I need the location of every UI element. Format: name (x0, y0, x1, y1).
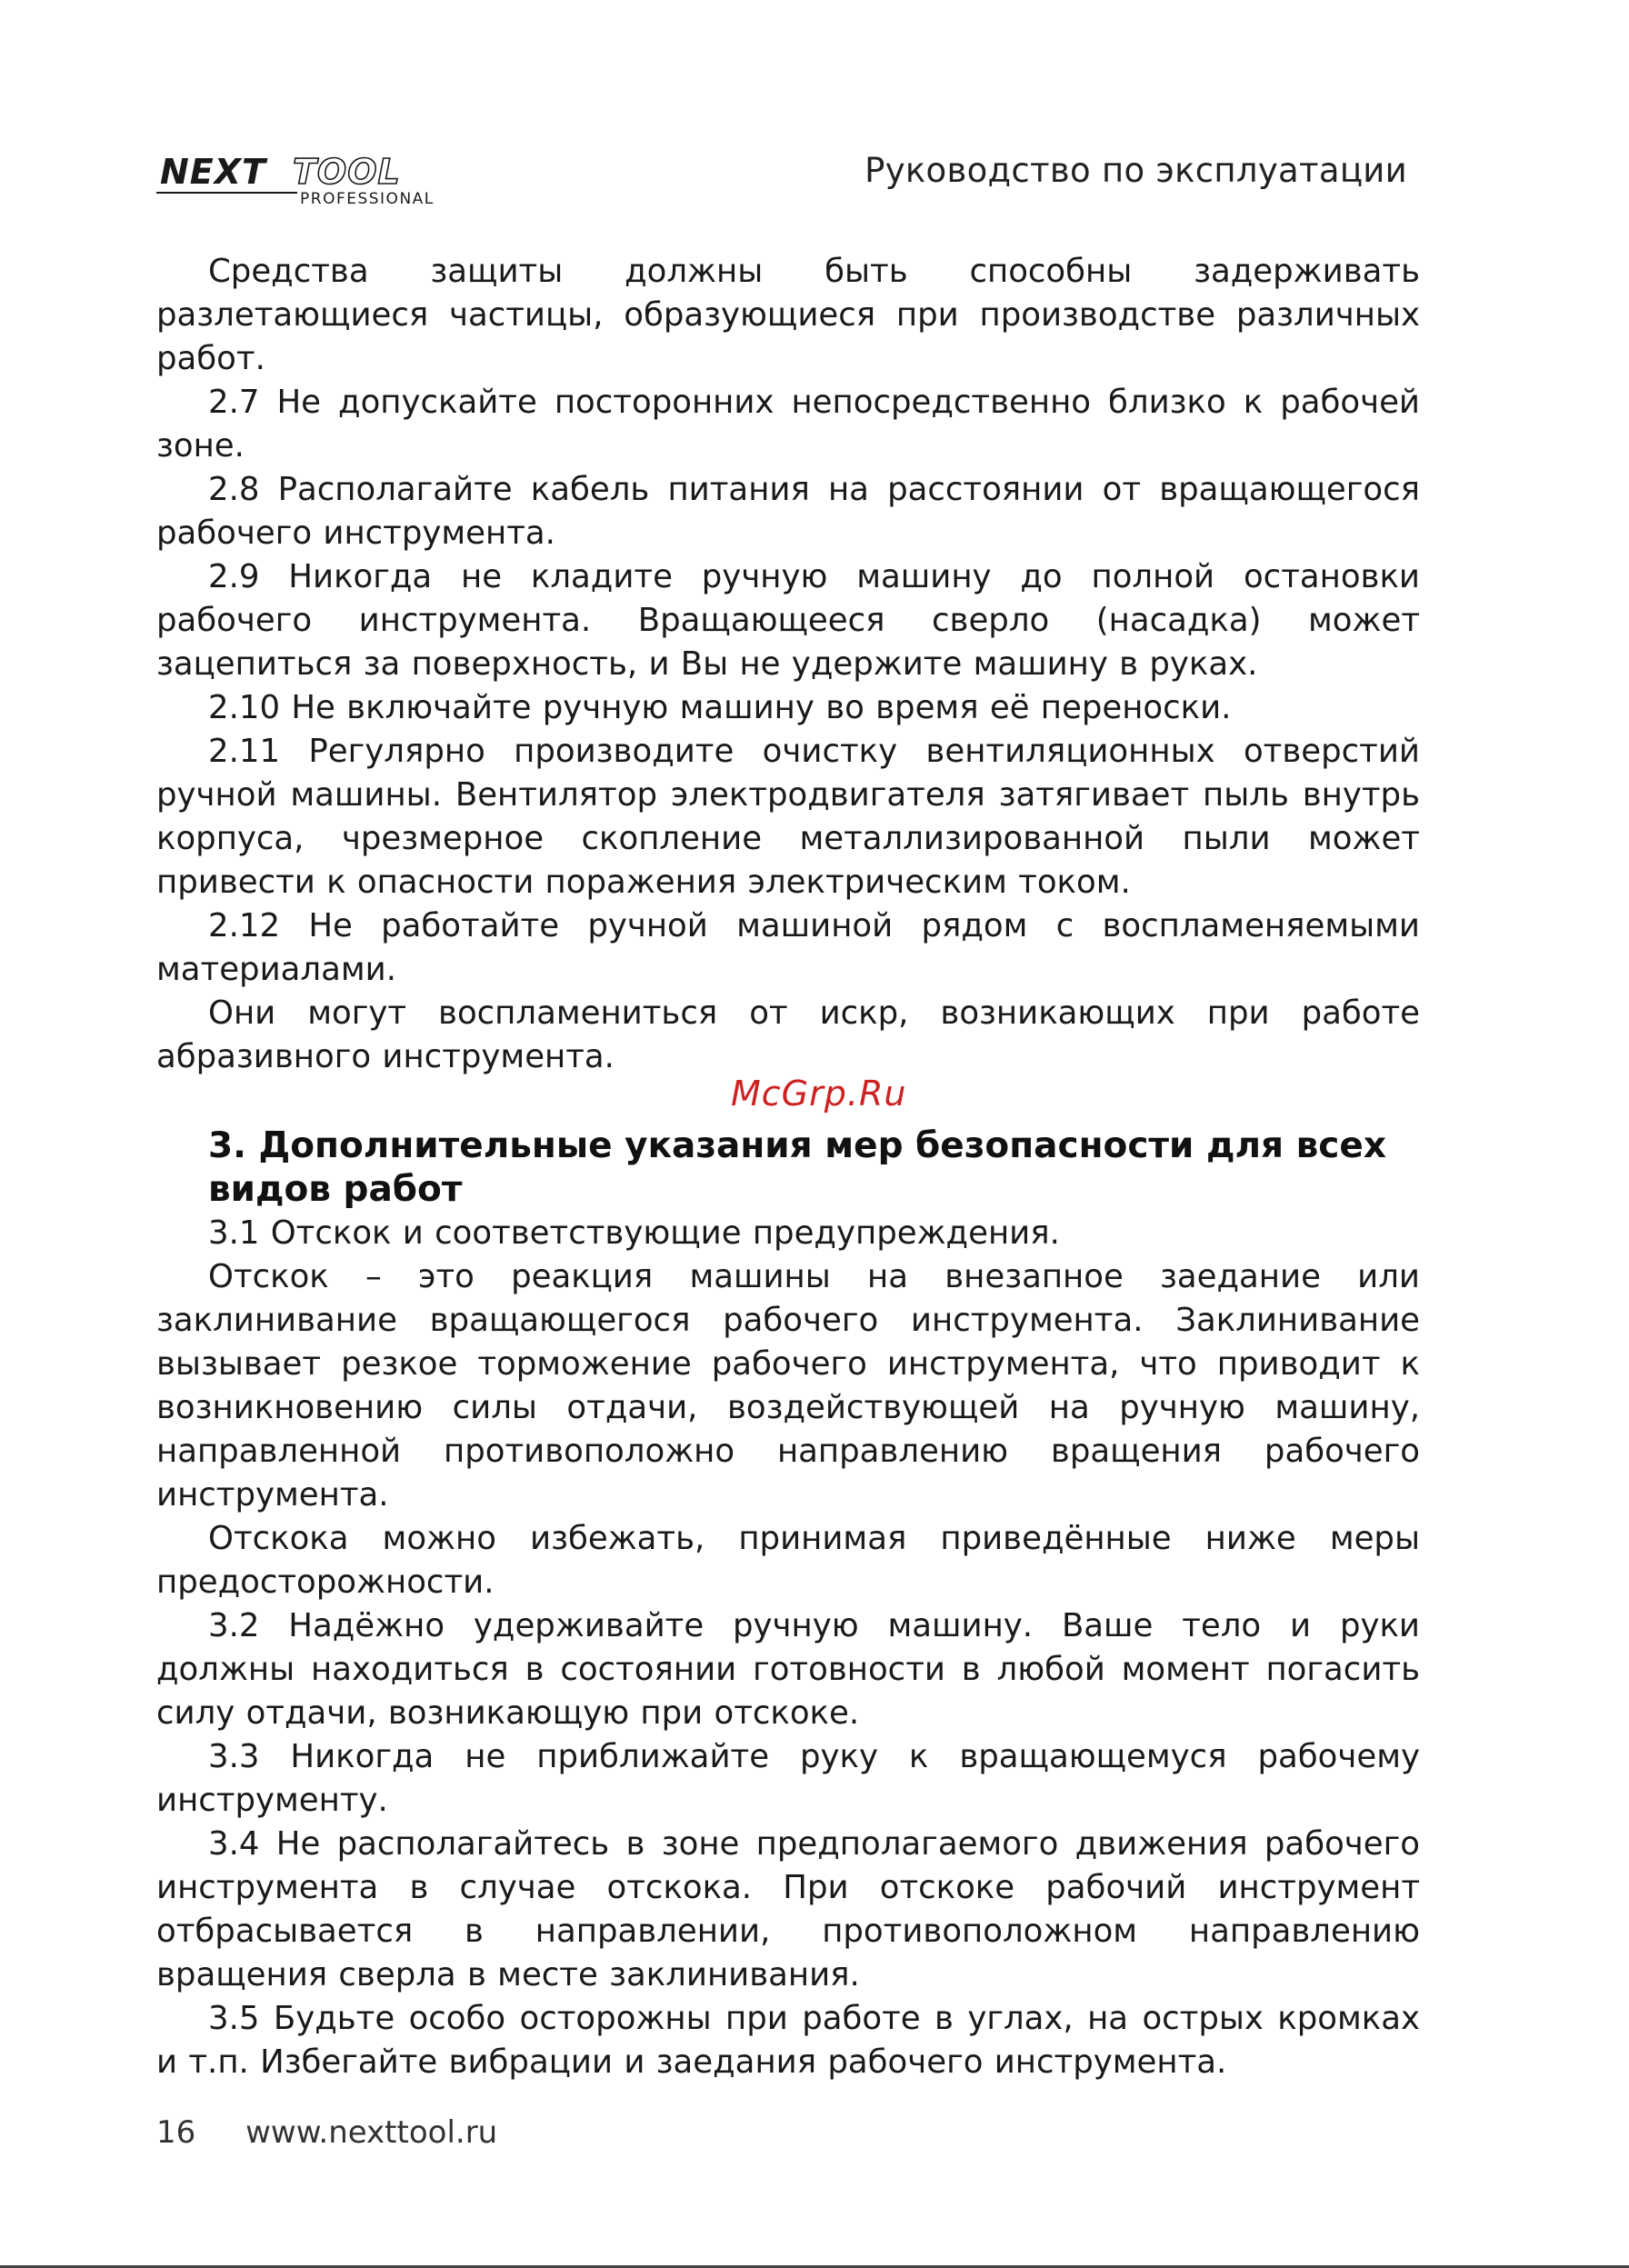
paragraph-2-7: 2.7 Не допускайте посторонних непосредственно близко к рабочей зоне. (156, 384, 1420, 465)
nexttool-logo (156, 153, 493, 209)
paragraph-3-3: 3.3 Никогда не приближайте руку к вращающемуся рабочему инструменту. (156, 1738, 1420, 1819)
paragraph: Средства защиты должны быть способны задерживать разлетающиеся частицы, образующиеся при производстве различных работ. (156, 253, 1420, 377)
paragraph-3-2: 3.2 Надёжно удерживайте ручную машину. Ваше тело и руки должны находиться в состоянии готовности в любой момент погасить силу отдачи, возникающую при отскоке. (156, 1607, 1420, 1732)
watermark: McGrp.Ru (731, 1074, 907, 1114)
paragraph-2-8: 2.8 Располагайте кабель питания на расстоянии от вращающегося рабочего инструмента. (156, 471, 1420, 552)
footer (156, 2114, 497, 2151)
paragraph: Они могут воспламениться от искр, возникающих при работе абразивного инструмента. (156, 994, 1420, 1075)
paragraph-3-5: 3.5 Будьте особо осторожны при работе в углах, на острых кромках и т.п. Избегайте вибрации и заедания рабочего инструмента. (156, 2000, 1420, 2081)
paragraph: Отскок – это реакция машины на внезапное заедание или заклинивание вращающегося рабочего инструмента. Заклинивание вызывает резкое торможение рабочего инструмента, что приводит к возникновению силы отдачи, воздействующей на ручную машину, направленной противоположно направлению вращения рабочего инструмента. (156, 1258, 1420, 1514)
paragraph-3-1: 3.1 Отскок и соответствующие предупреждения. (208, 1214, 1060, 1252)
svg-text:NEXT: NEXT (160, 153, 266, 192)
paragraph-2-10: 2.10 Не включайте ручную машину во время её переноски. (208, 689, 1232, 726)
paragraph: Отскока можно избежать, принимая приведённые ниже меры предосторожности. (156, 1520, 1420, 1601)
paragraph-3-4: 3.4 Не располагайтесь в зоне предполагаемого движения рабочего инструмента в случае отскока. При отскоке рабочий инструмент отбрасывается в направлении, противоположном направлению вращения сверла в месте заклинивания. (156, 1825, 1420, 1993)
paragraph-2-12: 2.12 Не работайте ручной машиной рядом с воспламеняемыми материалами. (156, 907, 1420, 988)
content-body (156, 250, 1420, 2084)
paragraph-2-9: 2.9 Никогда не кладите ручную машину до полной остановки рабочего инструмента. Вращающееся сверло (насадка) может зацепиться за поверхность, и Вы не удержите машину в руках. (156, 558, 1420, 683)
page-number: 16 (156, 2114, 196, 2151)
svg-text:TOOL: TOOL (293, 153, 401, 192)
document-title: Руководство по эксплуатации (864, 151, 1407, 190)
website-link[interactable]: www.nexttool.ru (245, 2114, 498, 2151)
section-heading: 3. Дополнительные указания мер безопасности для всех видов работ (208, 1125, 1387, 1210)
svg-text:PROFESSIONAL: PROFESSIONAL (300, 190, 435, 208)
paragraph-2-11: 2.11 Регулярно производите очистку вентиляционных отверстий ручной машины. Вентилятор электродвигателя затягивает пыль внутрь корпуса, чрезмерное скопление металлизированной пыли может привести к опасности поражения электрическим током. (156, 733, 1420, 901)
